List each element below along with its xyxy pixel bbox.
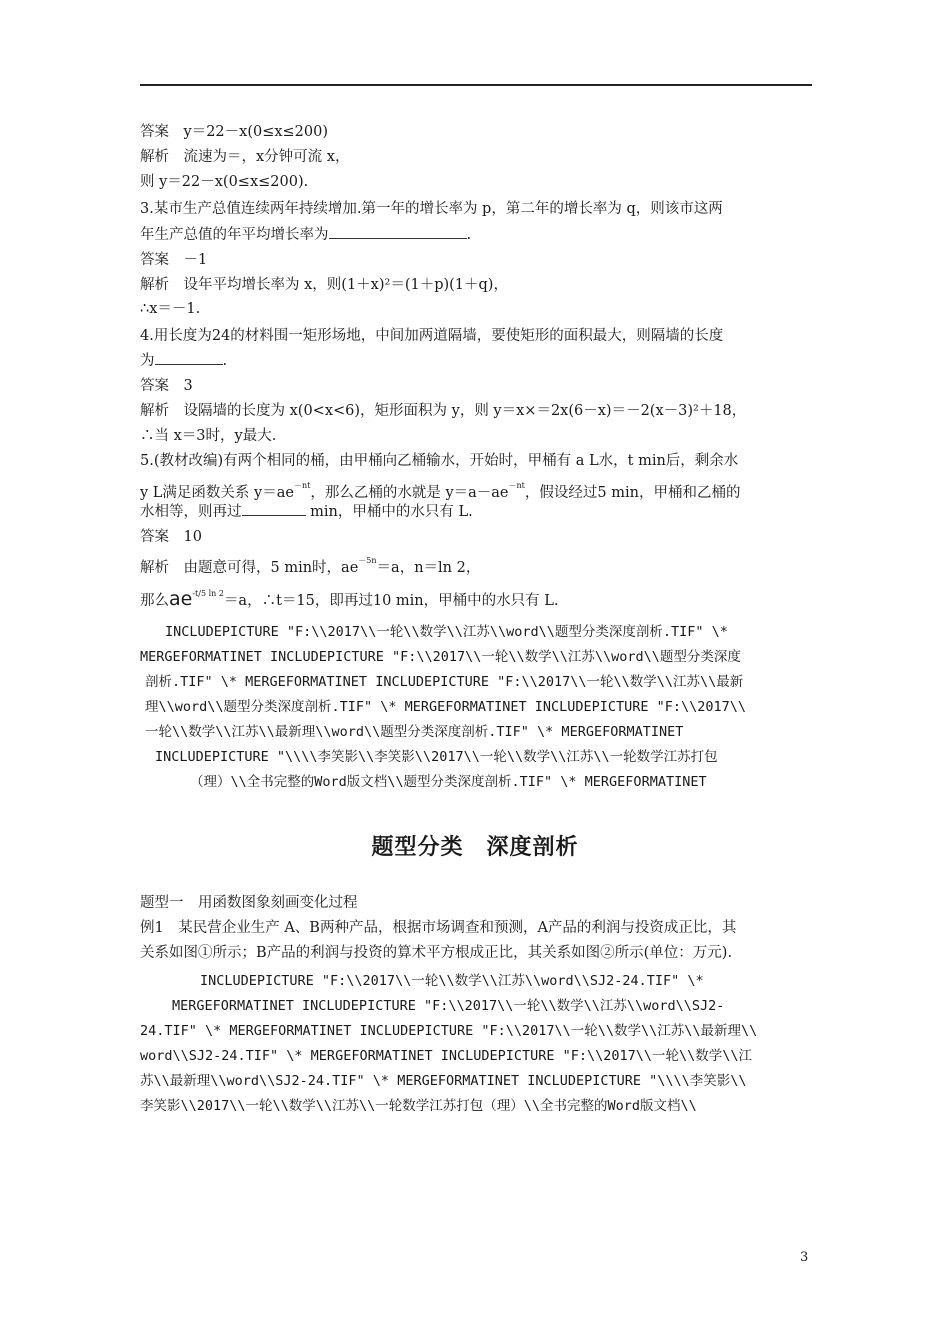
text-span: ＝a，∴t＝15，即再过10 min，甲桶中的水只有 L. [223,593,559,609]
field-code-line: 一轮\\数学\\江苏\\最新理\\word\\题型分类深度剖析.TIF" \* MERGEFORMATINET [145,724,684,740]
topic-heading: 题型一 用函数图象刻画变化过程 [140,895,358,911]
text-span: ＝a，n＝ln 2， [376,560,481,576]
answer-blank [329,224,467,239]
question-5-line-2 [140,476,740,503]
superscript: －5n [358,556,377,565]
text-span: 解析 由题意可得，5 min时，ae [140,560,359,576]
field-code-line: 苏\\最新理\\word\\SJ2-24.TIF" \* MERGEFORMATINET INCLUDEPICTURE "\\\\李笑影\\ [140,1073,747,1089]
punctuation: . [466,227,472,243]
question-3-line-2 [140,224,471,245]
punctuation: . [222,353,228,369]
page-number: 3 [800,1250,809,1265]
text-span: 水相等，则再过 [140,504,242,520]
question-4-line-2 [140,350,227,371]
text-line: ∴x＝－1. [140,301,201,317]
superscript: －nt [508,481,525,490]
field-code-line: （理）\\全书完整的Word版文档\\题型分类深度剖析.TIF" \* MERGEFORMATINET [190,774,707,790]
example-line-2: 关系如图①所示；B产品的利润与投资的算术平方根成正比，其关系如图②所示(单位：万元). [140,945,733,961]
text-line: 则 y＝22－x(0≤x≤200). [140,174,309,190]
text-span: min，甲桶中的水只有 L. [305,504,473,520]
answer-line: 答案 y＝22－x(0≤x≤200) [140,124,329,140]
formula-line [140,584,559,611]
answer-line: 答案 3 [140,378,193,394]
section-title: 题型分类 深度剖析 [371,835,579,860]
formula-base: ae [169,588,193,610]
answer-line: 答案 10 [140,529,202,545]
analysis-line: 解析 设年平均增长率为 x，则(1＋x)²＝(1＋p)(1＋q)， [140,277,508,293]
question-5-line-1: 5.(教材改编)有两个相同的桶，由甲桶向乙桶输水，开始时，甲桶有 a L水，t min后，剩余水 [140,453,739,469]
field-code-line: MERGEFORMATINET INCLUDEPICTURE "F:\\2017\\一轮\\数学\\江苏\\word\\题型分类深度 [140,649,741,665]
answer-line: 答案 －1 [140,252,208,268]
example-line-1: 例1 某民营企业生产 A、B两种产品，根据市场调查和预测，A产品的利润与投资成正比，其 [140,920,737,936]
header-rule [140,84,812,86]
field-code-line: INCLUDEPICTURE "\\\\李笑影\\李笑影\\2017\\一轮\\数学\\江苏\\一轮数学江苏打包 [155,749,718,765]
field-code-line: INCLUDEPICTURE "F:\\2017\\一轮\\数学\\江苏\\word\\题型分类深度剖析.TIF" \* [165,624,728,640]
superscript: －nt [293,481,311,490]
field-code-line: 剖析.TIF" \* MERGEFORMATINET INCLUDEPICTURE "F:\\2017\\一轮\\数学\\江苏\\最新 [145,674,744,690]
question-4-line-1: 4.用长度为24的材料围一矩形场地，中间加两道隔墙，要使矩形的面积最大，则隔墙的长度 [140,328,724,344]
text-span: 那么 [140,593,169,609]
answer-blank [242,501,306,516]
analysis-line: 解析 流速为＝，x分钟可流 x， [140,149,350,165]
answer-blank [155,350,223,365]
field-code-line: INCLUDEPICTURE "F:\\2017\\一轮\\数学\\江苏\\word\\SJ2-24.TIF" \* [200,973,704,989]
analysis-line [140,551,480,578]
analysis-line: 解析 设隔墙的长度为 x(0<x<6)，矩形面积为 y，则 y＝x×＝2x(6－x)＝－2(x－3)²＋18， [140,403,747,419]
field-code-line: word\\SJ2-24.TIF" \* MERGEFORMATINET INCLUDEPICTURE "F:\\2017\\一轮\\数学\\江 [140,1048,753,1064]
field-code-line: 24.TIF" \* MERGEFORMATINET INCLUDEPICTURE "F:\\2017\\一轮\\数学\\江苏\\最新理\\ [140,1023,758,1039]
question-text: 为 [140,353,155,369]
field-code-line: MERGEFORMATINET INCLUDEPICTURE "F:\\2017\\一轮\\数学\\江苏\\word\\SJ2- [172,998,725,1014]
text-span: ，假设经过5 min，甲桶和乙桶的 [524,485,741,501]
text-line: ∴当 x＝3时，y最大. [140,428,277,444]
text-span: y L满足函数关系 y＝ae [140,485,294,501]
text-span: ，那么乙桶的水就是 y＝a－ae [310,485,509,501]
field-code-line: 理\\word\\题型分类深度剖析.TIF" \* MERGEFORMATINET INCLUDEPICTURE "F:\\2017\\ [145,699,747,715]
formula-exponent: -t/5 ln 2 [192,589,224,598]
question-3-line-1: 3.某市生产总值连续两年持续增加.第一年的增长率为 p，第二年的增长率为 q，则该市这两 [140,201,723,217]
question-text: 年生产总值的年平均增长率为 [140,227,329,243]
question-5-line-3 [140,501,473,522]
field-code-line: 李笑影\\2017\\一轮\\数学\\江苏\\一轮数学江苏打包（理）\\全书完整的Word版文档\\ [140,1098,697,1114]
